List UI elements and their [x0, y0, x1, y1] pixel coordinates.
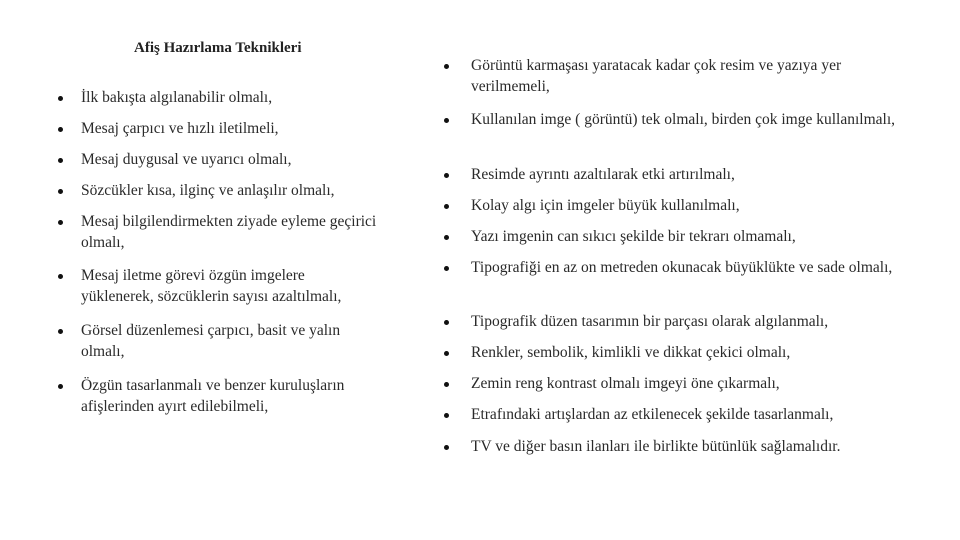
list-item: [471, 109, 911, 130]
bullet-icon: [58, 189, 63, 194]
list-item: [81, 87, 381, 108]
list-item-text: Resimde ayrıntı azaltılarak etki artırılmalı,: [471, 166, 735, 183]
list-item-text: Sözcükler kısa, ilginç ve anlaşılır olmalı,: [81, 182, 335, 199]
bullet-icon: [444, 235, 449, 240]
bullet-icon: [58, 329, 63, 334]
list-item: [471, 55, 911, 97]
list-item-text: Kullanılan imge ( görüntü) tek olmalı, birden çok imge kullanılmalı,: [471, 111, 896, 128]
bullet-icon: [444, 266, 449, 271]
list-item-text: Görsel düzenlemesi çarpıcı, basit ve yalın olmalı,: [81, 322, 341, 360]
bullet-icon: [444, 382, 449, 387]
list-item: [471, 257, 911, 278]
list-item: [471, 311, 911, 332]
bullet-icon: [444, 173, 449, 178]
bullet-icon: [444, 445, 449, 450]
list-item-text: Görüntü karmaşası yaratacak kadar çok resim ve yazıya yer verilmemeli,: [471, 57, 842, 95]
list-item: [471, 164, 911, 185]
bullet-icon: [58, 274, 63, 279]
list-item: [471, 226, 911, 247]
list-item: [471, 373, 911, 394]
bullet-icon: [444, 118, 449, 123]
list-item: [81, 149, 381, 170]
bullet-icon: [58, 158, 63, 163]
bullet-icon: [444, 320, 449, 325]
list-item: [471, 342, 911, 363]
list-item: [81, 320, 381, 362]
bullet-icon: [444, 204, 449, 209]
list-item-text: Mesaj iletme görevi özgün imgelere yüklenerek, sözcüklerin sayısı azaltılmalı,: [81, 267, 342, 305]
bullet-icon: [444, 413, 449, 418]
list-item-text: Mesaj çarpıcı ve hızlı iletilmeli,: [81, 120, 279, 137]
list-item: [81, 211, 381, 253]
bullet-icon: [58, 384, 63, 389]
list-item: [81, 118, 381, 139]
list-item-text: Mesaj bilgilendirmekten ziyade eyleme geçirici olmalı,: [81, 213, 377, 251]
bullet-icon: [444, 64, 449, 69]
bullet-icon: [444, 351, 449, 356]
list-item-text: Renkler, sembolik, kimlikli ve dikkat çekici olmalı,: [471, 344, 791, 361]
list-item: [471, 404, 911, 425]
bullet-icon: [58, 220, 63, 225]
list-item: [81, 375, 381, 417]
list-item: [471, 195, 911, 216]
list-item-text: Özgün tasarlanmalı ve benzer kuruluşların afişlerinden ayırt edilebilmeli,: [81, 377, 345, 415]
bullet-icon: [58, 96, 63, 101]
page-title: Afiş Hazırlama Teknikleri: [134, 40, 302, 56]
list-item: [81, 180, 381, 201]
list-item-text: Zemin reng kontrast olmalı imgeyi öne çıkarmalı,: [471, 375, 780, 392]
list-item-text: TV ve diğer basın ilanları ile birlikte bütünlük sağlamalıdır.: [471, 438, 841, 455]
list-item: [471, 436, 911, 457]
list-item-text: Tipografik düzen tasarımın bir parçası olarak algılanmalı,: [471, 313, 829, 330]
list-item-text: Mesaj duygusal ve uyarıcı olmalı,: [81, 151, 292, 168]
list-item-text: Yazı imgenin can sıkıcı şekilde bir tekrarı olmamalı,: [471, 228, 796, 245]
list-item-text: Kolay algı için imgeler büyük kullanılmalı,: [471, 197, 740, 214]
list-item-text: Etrafındaki artışlardan az etkilenecek şekilde tasarlanmalı,: [471, 406, 834, 423]
list-item: [81, 265, 381, 307]
list-item-text: Tipografiği en az on metreden okunacak büyüklükte ve sade olmalı,: [471, 259, 893, 276]
bullet-icon: [58, 127, 63, 132]
list-item-text: İlk bakışta algılanabilir olmalı,: [81, 89, 273, 106]
